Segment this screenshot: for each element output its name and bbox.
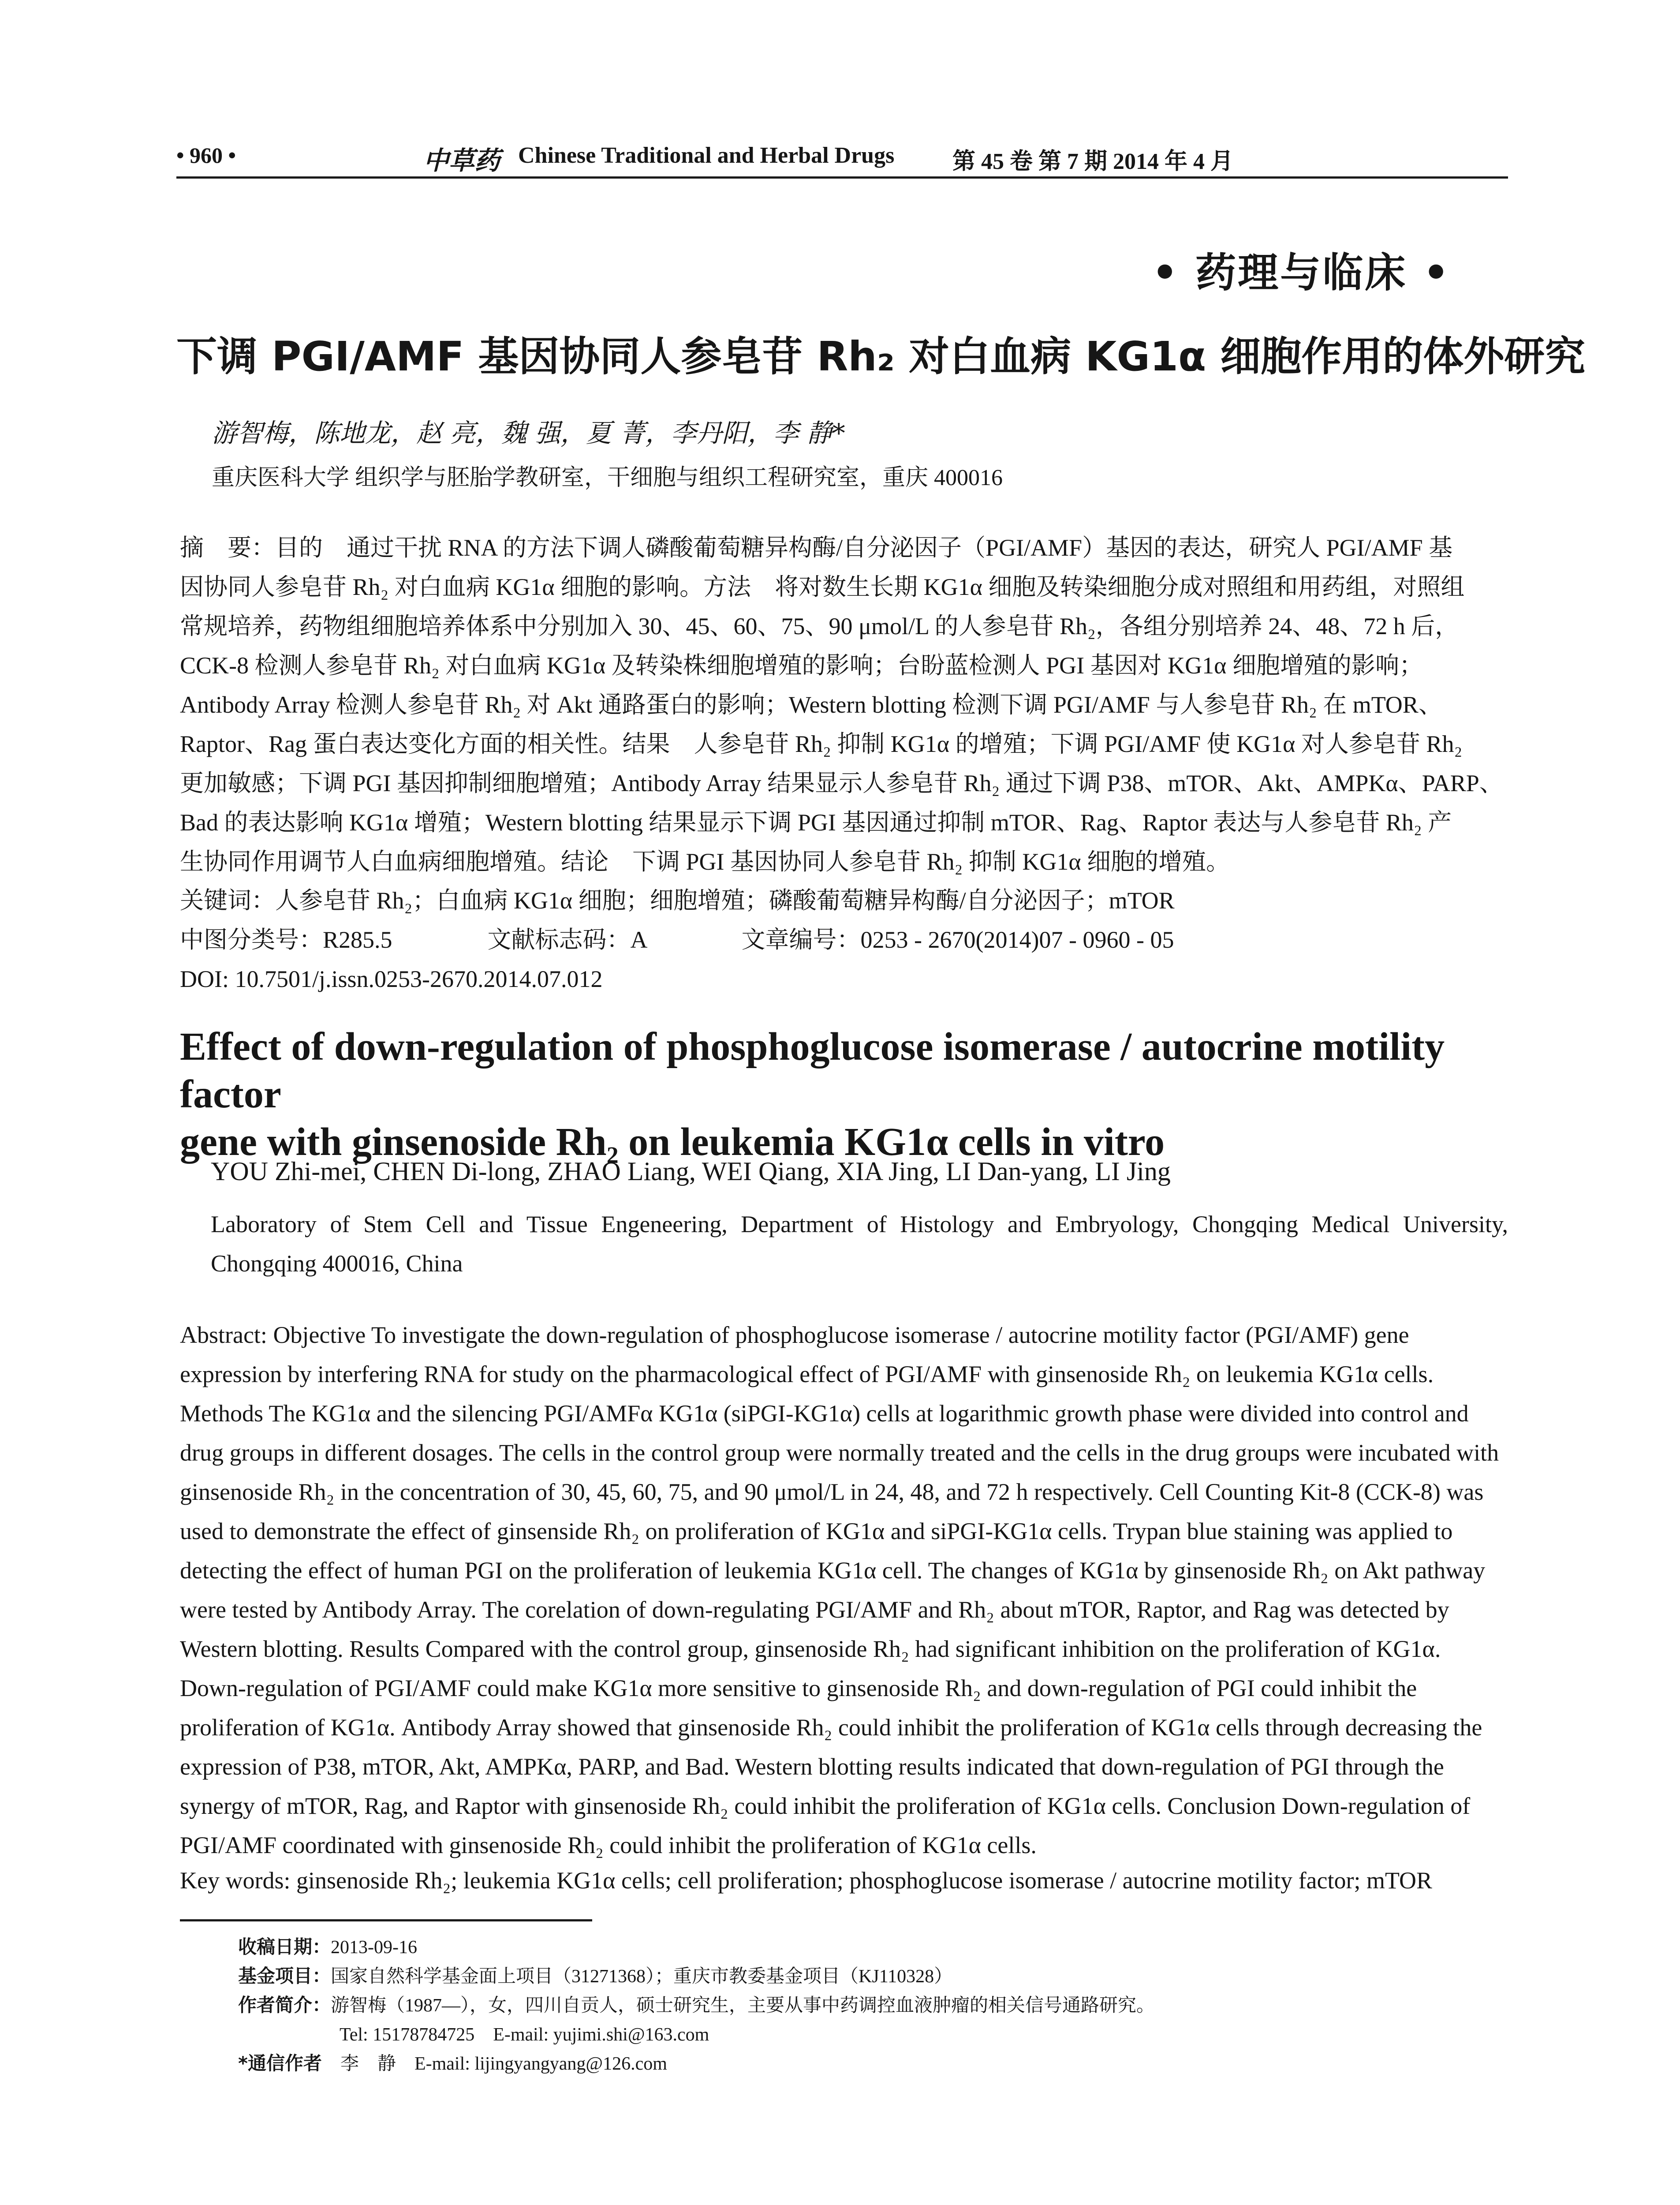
- cn-abstract-line: 因协同人参皂苷 Rh₂ 对白血病 KG1α 细胞的影响。方法 将对数生长期 KG1α 细胞及转染细胞分成对照组和用药组，对照组: [180, 574, 1465, 600]
- cn-abstract-line: 常规培养，药物组细胞培养体系中分别加入 30、45、60、75、90 μmol/L 的人参皂苷 Rh₂，各组分别培养 24、48、72 h 后，: [180, 613, 1459, 639]
- footnote-fund-label: 基金项目：: [238, 1965, 331, 1987]
- en-abstract-line: used to demonstrate the effect of ginsenside Rh₂ on proliferation of KG1α and siPGI-KG1α cells. Trypan blue staining was applied to: [180, 1518, 1453, 1544]
- doi-line: DOI: 10.7501/j.issn.0253-2670.2014.07.012: [180, 966, 603, 992]
- header-divider: [176, 176, 1508, 179]
- en-abstract-line: Abstract: Objective To investigate the down-regulation of phosphoglucose isomerase / autocrine motility factor (PGI/AMF) gene: [180, 1322, 1409, 1348]
- cn-abstract-line: 生协同作用调节人白血病细胞增殖。结论 下调 PGI 基因协同人参皂苷 Rh₂ 抑制 KG1α 细胞的增殖。: [180, 848, 1230, 875]
- en-abstract-line: Methods The KG1α and the silencing PGI/AMFα KG1α (siPGI-KG1α) cells at logarithmic growth phase were divided into control and: [180, 1400, 1469, 1427]
- footnote-fund-value: 国家自然科学基金面上项目（31271368）；重庆市教委基金项目（KJ110328）: [331, 1966, 953, 1987]
- footnote-corresponding-label: *通信作者: [238, 2052, 322, 2074]
- cn-abstract-line: 摘 要：目的 通过干扰 RNA 的方法下调人磷酸葡萄糖异构酶/自分泌因子（PGI/AMF）基因的表达，研究人 PGI/AMF 基: [180, 534, 1453, 561]
- footnote-corresponding-value: 李 静 E-mail: lijingyangyang@126.com: [340, 2054, 667, 2074]
- en-abstract-line: expression of P38, mTOR, Akt, AMPKα, PARP, and Bad. Western blotting results indicated that down-regulation of PGI through the: [180, 1753, 1444, 1780]
- footnote-corresponding: [238, 2049, 667, 2075]
- footnote-received-label: 收稿日期：: [238, 1936, 331, 1958]
- cn-abstract-line: CCK-8 检测人参皂苷 Rh₂ 对白血病 KG1α 及转染株细胞增殖的影响；台盼蓝检测人 PGI 基因对 KG1α 细胞增殖的影响；: [180, 652, 1423, 679]
- en-abstract-line: synergy of mTOR, Rag, and Raptor with ginsenoside Rh₂ could inhibit the proliferation of KG1α cells. Conclusion Down-regulation of: [180, 1793, 1471, 1819]
- footnote-received: [238, 1932, 417, 1959]
- footnote-contact: Tel: 15178784725 E-mail: yujimi.shi@163.com: [340, 2025, 709, 2045]
- en-abstract-line: expression by interfering RNA for study on the pharmacological effect of PGI/AMF with ginsenoside Rh₂ on leukemia KG1α cells.: [180, 1361, 1434, 1387]
- en-title: [180, 1023, 1508, 1166]
- footnote-author-bio-label: 作者简介：: [238, 1994, 331, 2016]
- doi: [180, 960, 1508, 999]
- en-abstract-line: proliferation of KG1α. Antibody Array showed that ginsenoside Rh₂ could inhibit the proliferation of KG1α cells through decreasing the: [180, 1714, 1482, 1741]
- en-title-line: gene with ginsenoside Rh₂ on leukemia KG1α cells in vitro: [180, 1120, 1165, 1164]
- en-abstract-line: ginsenoside Rh₂ in the concentration of 30, 45, 60, 75, and 90 μmol/L in 24, 48, and 72 h respectively. Cell Counting Kit-8 (CCK-8) was: [180, 1479, 1484, 1505]
- en-abstract-line: PGI/AMF coordinated with ginsenoside Rh₂ could inhibit the proliferation of KG1α cells.: [180, 1832, 1037, 1858]
- footnote-received-value: 2013-09-16: [331, 1937, 417, 1958]
- en-abstract: [180, 1316, 1507, 1865]
- en-authors: YOU Zhi-mei, CHEN Di-long, ZHAO Liang, WEI Qiang, XIA Jing, LI Dan-yang, LI Jing: [211, 1157, 1171, 1186]
- en-abstract-line: detecting the effect of human PGI on the proliferation of leukemia KG1α cell. The changes of KG1α by ginsenoside Rh₂ on Akt pathway: [180, 1557, 1486, 1584]
- cn-authors: 游智梅，陈地龙，赵 亮，魏 强，夏 菁，李丹阳，李 静*: [212, 418, 845, 448]
- cn-abstract-line: Raptor、Rag 蛋白表达变化方面的相关性。结果 人参皂苷 Rh₂ 抑制 KG1α 的增殖；下调 PGI/AMF 使 KG1α 对人参皂苷 Rh₂: [180, 731, 1463, 757]
- en-abstract-line: were tested by Antibody Array. The corelation of down-regulating PGI/AMF and Rh₂ about mTOR, Raptor, and Rag was detected by: [180, 1596, 1449, 1623]
- cn-classification: [180, 920, 1508, 960]
- cn-affiliation: 重庆医科大学 组织学与胚胎学教研室，干细胞与组织工程研究室，重庆 400016: [212, 465, 1003, 490]
- en-affiliation: Laboratory of Stem Cell and Tissue Engeneering, Department of Histology and Embryology, Chongqing Medical University, Chongqing 400016, China: [211, 1211, 1508, 1277]
- journal-logo: 中草药: [423, 146, 500, 175]
- en-abstract-line: Western blotting. Results Compared with the control group, ginsenoside Rh₂ had significant inhibition on the proliferation of KG1α.: [180, 1636, 1441, 1662]
- cn-abstract-line: 更加敏感；下调 PGI 基因抑制细胞增殖；Antibody Array 结果显示人参皂苷 Rh₂ 通过下调 P38、mTOR、Akt、AMPKα、PARP、: [180, 770, 1503, 796]
- section-label: • 药理与临床 •: [1152, 249, 1451, 296]
- journal-name: Chinese Traditional and Herbal Drugs: [518, 143, 895, 168]
- footnote-fund: [238, 1962, 952, 1988]
- footnote-author-bio: [238, 1991, 1155, 2017]
- journal-issue: 第 45 卷 第 7 期 2014 年 4 月: [952, 149, 1234, 174]
- en-abstract-line: Down-regulation of PGI/AMF could make KG1α more sensitive to ginsenoside Rh₂ and down-regulation of PGI could inhibit the: [180, 1675, 1417, 1701]
- en-keywords-line: Key words: ginsenoside Rh₂; leukemia KG1α cells; cell proliferation; phosphoglucose isomerase / autocrine motility factor; mTOR: [180, 1867, 1433, 1894]
- cn-abstract-line: Bad 的表达影响 KG1α 增殖；Western blotting 结果显示下调 PGI 基因通过抑制 mTOR、Rag、Raptor 表达与人参皂苷 Rh₂ 产: [180, 809, 1452, 836]
- footnote-divider: [180, 1919, 592, 1921]
- cn-classification-line: 中图分类号：R285.5 文献标志码：A 文章编号：0253 - 2670(2014)07 - 0960 - 05: [180, 927, 1174, 953]
- cn-abstract-line: Antibody Array 检测人参皂苷 Rh₂ 对 Akt 通路蛋白的影响；Western blotting 检测下调 PGI/AMF 与人参皂苷 Rh₂ 在 mTOR、: [180, 691, 1442, 718]
- cn-title: 下调 PGI/AMF 基因协同人参皂苷 Rh₂ 对白血病 KG1α 细胞作用的体外研究: [176, 333, 1586, 380]
- en-keywords: [180, 1861, 1508, 1900]
- cn-keywords-line: 关键词：人参皂苷 Rh₂；白血病 KG1α 细胞；细胞增殖；磷酸葡萄糖异构酶/自分泌因子；mTOR: [180, 887, 1175, 914]
- footnote-author-bio-value: 游智梅（1987—），女，四川自贡人，硕士研究生，主要从事中药调控血液肿瘤的相关信号通路研究。: [331, 1996, 1155, 2016]
- en-abstract-line: drug groups in different dosages. The cells in the control group were normally treated and the cells in the drug groups were incubated with: [180, 1439, 1499, 1466]
- page-number: • 960 •: [176, 143, 236, 168]
- en-title-line: Effect of down-regulation of phosphoglucose isomerase / autocrine motility factor: [180, 1025, 1445, 1116]
- cn-keywords: [180, 881, 1508, 920]
- cn-abstract: [180, 528, 1508, 882]
